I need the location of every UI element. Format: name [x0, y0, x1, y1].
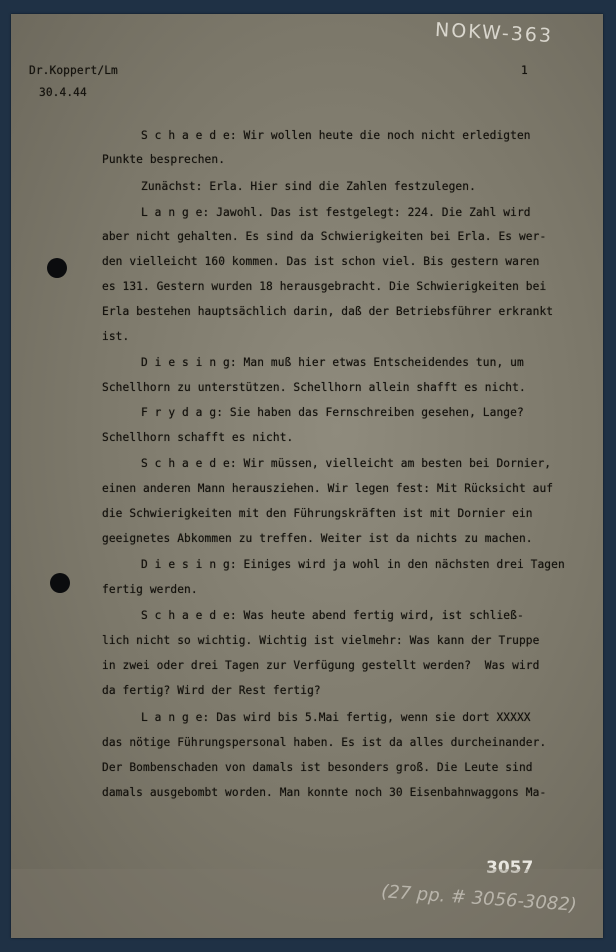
text-line: lich nicht so wichtig. Wichtig ist vielmehr: Was kann der Truppe	[102, 634, 540, 647]
text-line: geeignetes Abkommen zu treffen. Weiter ist da nichts zu machen.	[102, 532, 533, 545]
text-line: Schellhorn schafft es nicht.	[102, 431, 294, 444]
date-line: 30.4.44	[39, 86, 87, 99]
text-line: damals ausgebombt worden. Man konnte noch 30 Eisenbahnwaggons Ma-	[102, 786, 547, 799]
text-line: Schellhorn zu unterstützen. Schellhorn allein shafft es nicht.	[102, 381, 526, 394]
text-line: Der Bombenschaden von damals ist besonders groß. Die Leute sind	[102, 761, 533, 774]
document-page	[11, 14, 603, 938]
text-line: S c h a e d e: Wir müssen, vielleicht am besten bei Dornier,	[141, 457, 552, 470]
text-line: ist.	[102, 330, 130, 343]
handwritten-page-range: (27 pp. # 3056-3082)	[380, 881, 578, 916]
text-line: fertig werden.	[102, 583, 198, 596]
text-line: da fertig? Wird der Rest fertig?	[102, 684, 321, 697]
text-line: den vielleicht 160 kommen. Das ist schon viel. Bis gestern waren	[102, 255, 540, 268]
text-line: L a n g e: Jawohl. Das ist festgelegt: 224. Die Zahl wird	[141, 206, 531, 219]
text-line: Punkte besprechen.	[102, 153, 226, 166]
punch-hole-bottom	[50, 573, 70, 593]
text-line: S c h a e d e: Wir wollen heute die noch nicht erledigten	[141, 129, 531, 142]
text-line: L a n g e: Das wird bis 5.Mai fertig, wenn sie dort XXXXX	[141, 711, 531, 724]
text-line: S c h a e d e: Was heute abend fertig wird, ist schließ-	[141, 609, 524, 622]
document-id-handwritten: NOKW-363	[434, 18, 554, 48]
text-line: das nötige Führungspersonal haben. Es ist da alles durcheinander.	[102, 736, 547, 749]
text-line: F r y d a g: Sie haben das Fernschreiben gesehen, Lange?	[141, 406, 524, 419]
text-line: einen anderen Mann herausziehen. Wir legen fest: Mit Rücksicht auf	[102, 482, 554, 495]
text-line: Zunächst: Erla. Hier sind die Zahlen festzulegen.	[141, 180, 476, 193]
page-number: 1	[521, 64, 528, 77]
text-line: D i e s i n g: Einiges wird ja wohl in den nächsten drei Tagen	[141, 558, 565, 571]
text-line: Erla bestehen hauptsächlich darin, daß der Betriebsführer erkrankt	[102, 305, 554, 318]
text-line: in zwei oder drei Tagen zur Verfügung gestellt werden? Was wird	[102, 659, 540, 672]
punch-hole-top	[47, 258, 67, 278]
text-line: es 131. Gestern wurden 18 herausgebracht. Die Schwierigkeiten bei	[102, 280, 547, 293]
stamp-number: 3057	[486, 858, 534, 878]
text-line: die Schwierigkeiten mit den Führungskräften ist mit Dornier ein	[102, 507, 533, 520]
text-line: aber nicht gehalten. Es sind da Schwierigkeiten bei Erla. Es wer-	[102, 230, 547, 243]
text-line: D i e s i n g: Man muß hier etwas Entscheidendes tun, um	[141, 356, 524, 369]
reference-line: Dr.Koppert/Lm	[29, 64, 118, 77]
